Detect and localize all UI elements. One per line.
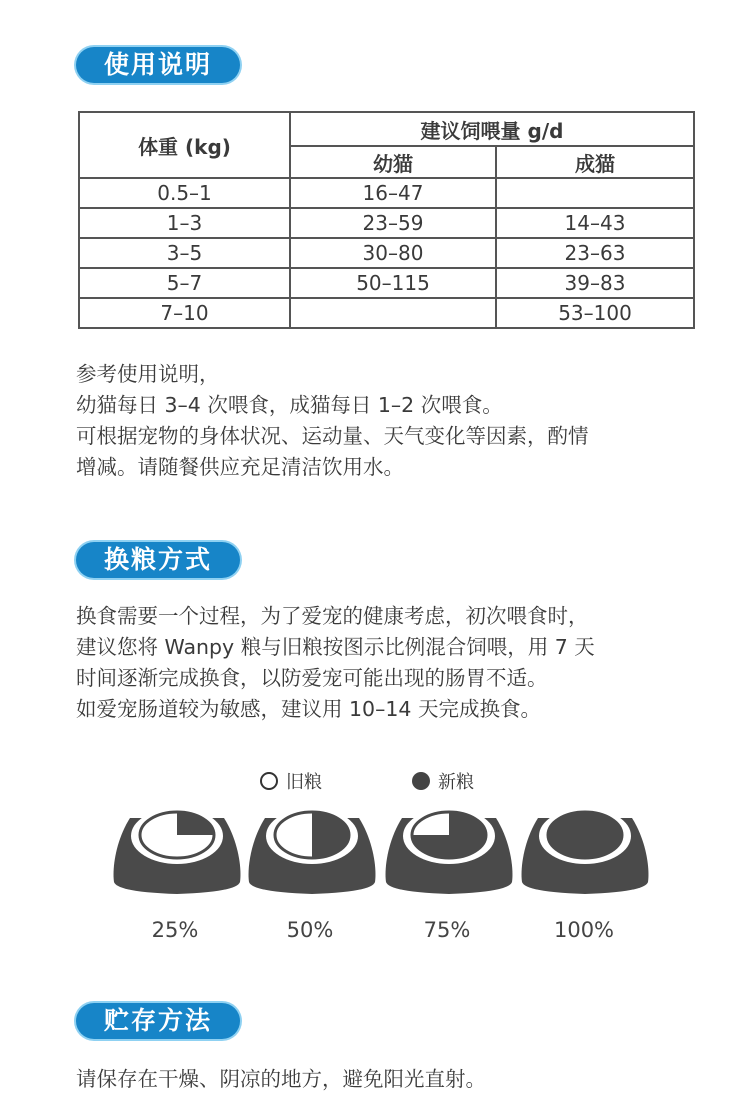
kitten-cell: 16–47: [290, 178, 496, 208]
feeding-table: [78, 111, 695, 329]
switch-line: 如爱宠肠道较为敏感，建议用 10–14 天完成换食。: [76, 697, 541, 721]
table-row: [79, 208, 694, 238]
new-food-area: [548, 812, 622, 858]
kitten-cell: 23–59: [290, 208, 496, 238]
usage-paragraph: [76, 359, 706, 483]
amount-header: 建议饲喂量 g/d: [290, 112, 694, 146]
switch-line: 时间逐渐完成换食，以防爱宠可能出现的肠胃不适。: [76, 666, 548, 690]
bowl-75-icon: [384, 810, 514, 898]
new-food-area: [177, 812, 214, 835]
bowl-25-icon: [112, 810, 242, 898]
table-row: [79, 178, 694, 208]
adult-cell: 14–43: [496, 208, 694, 238]
switch-paragraph: [76, 601, 706, 725]
usage-line: 参考使用说明，: [76, 362, 220, 386]
legend-new-label: 新粮: [438, 772, 474, 793]
bowl-100-label: 100%: [553, 918, 615, 942]
usage-section-title: 使用说明: [76, 47, 240, 83]
bowl-75-label: 75%: [423, 918, 471, 942]
switch-line: 建议您将 Wanpy 粮与旧粮按图示比例混合饲喂，用 7 天: [76, 635, 595, 659]
kitten-cell: 30–80: [290, 238, 496, 268]
adult-cell: 53–100: [496, 298, 694, 328]
legend-new: [412, 768, 474, 794]
table-row: [79, 298, 694, 328]
usage-line: 可根据宠物的身体状况、运动量、天气变化等因素，酌情: [76, 424, 589, 448]
weight-cell: 0.5–1: [79, 178, 290, 208]
usage-line: 幼猫每日 3–4 次喂食，成猫每日 1–2 次喂食。: [76, 393, 503, 417]
switch-section-title: 换粮方式: [76, 542, 240, 578]
legend-old-label: 旧粮: [286, 772, 322, 793]
table-row: [79, 238, 694, 268]
adult-header: 成猫: [496, 146, 694, 178]
weight-cell: 3–5: [79, 238, 290, 268]
weight-header: 体重 (kg): [79, 112, 290, 178]
new-food-icon: [412, 772, 430, 790]
storage-line: 请保存在干燥、阴凉的地方，避免阳光直射。: [76, 1067, 486, 1091]
bowl-50-label: 50%: [286, 918, 334, 942]
kitten-cell: [290, 298, 496, 328]
bowl-100-icon: [520, 810, 650, 898]
usage-line: 增减。请随餐供应充足清洁饮用水。: [76, 455, 404, 479]
adult-cell: [496, 178, 694, 208]
kitten-cell: 50–115: [290, 268, 496, 298]
bowl-50-icon: [247, 810, 377, 898]
adult-cell: 23–63: [496, 238, 694, 268]
storage-paragraph: [76, 1064, 706, 1095]
legend-old: [260, 768, 322, 794]
adult-cell: 39–83: [496, 268, 694, 298]
storage-section-title: 贮存方法: [76, 1003, 240, 1039]
weight-cell: 5–7: [79, 268, 290, 298]
weight-cell: 7–10: [79, 298, 290, 328]
weight-cell: 1–3: [79, 208, 290, 238]
table-row: [79, 268, 694, 298]
kitten-header: 幼猫: [290, 146, 496, 178]
bowl-25-label: 25%: [151, 918, 199, 942]
switch-line: 换食需要一个过程，为了爱宠的健康考虑，初次喂食时，: [76, 604, 589, 628]
old-food-icon: [260, 772, 278, 790]
